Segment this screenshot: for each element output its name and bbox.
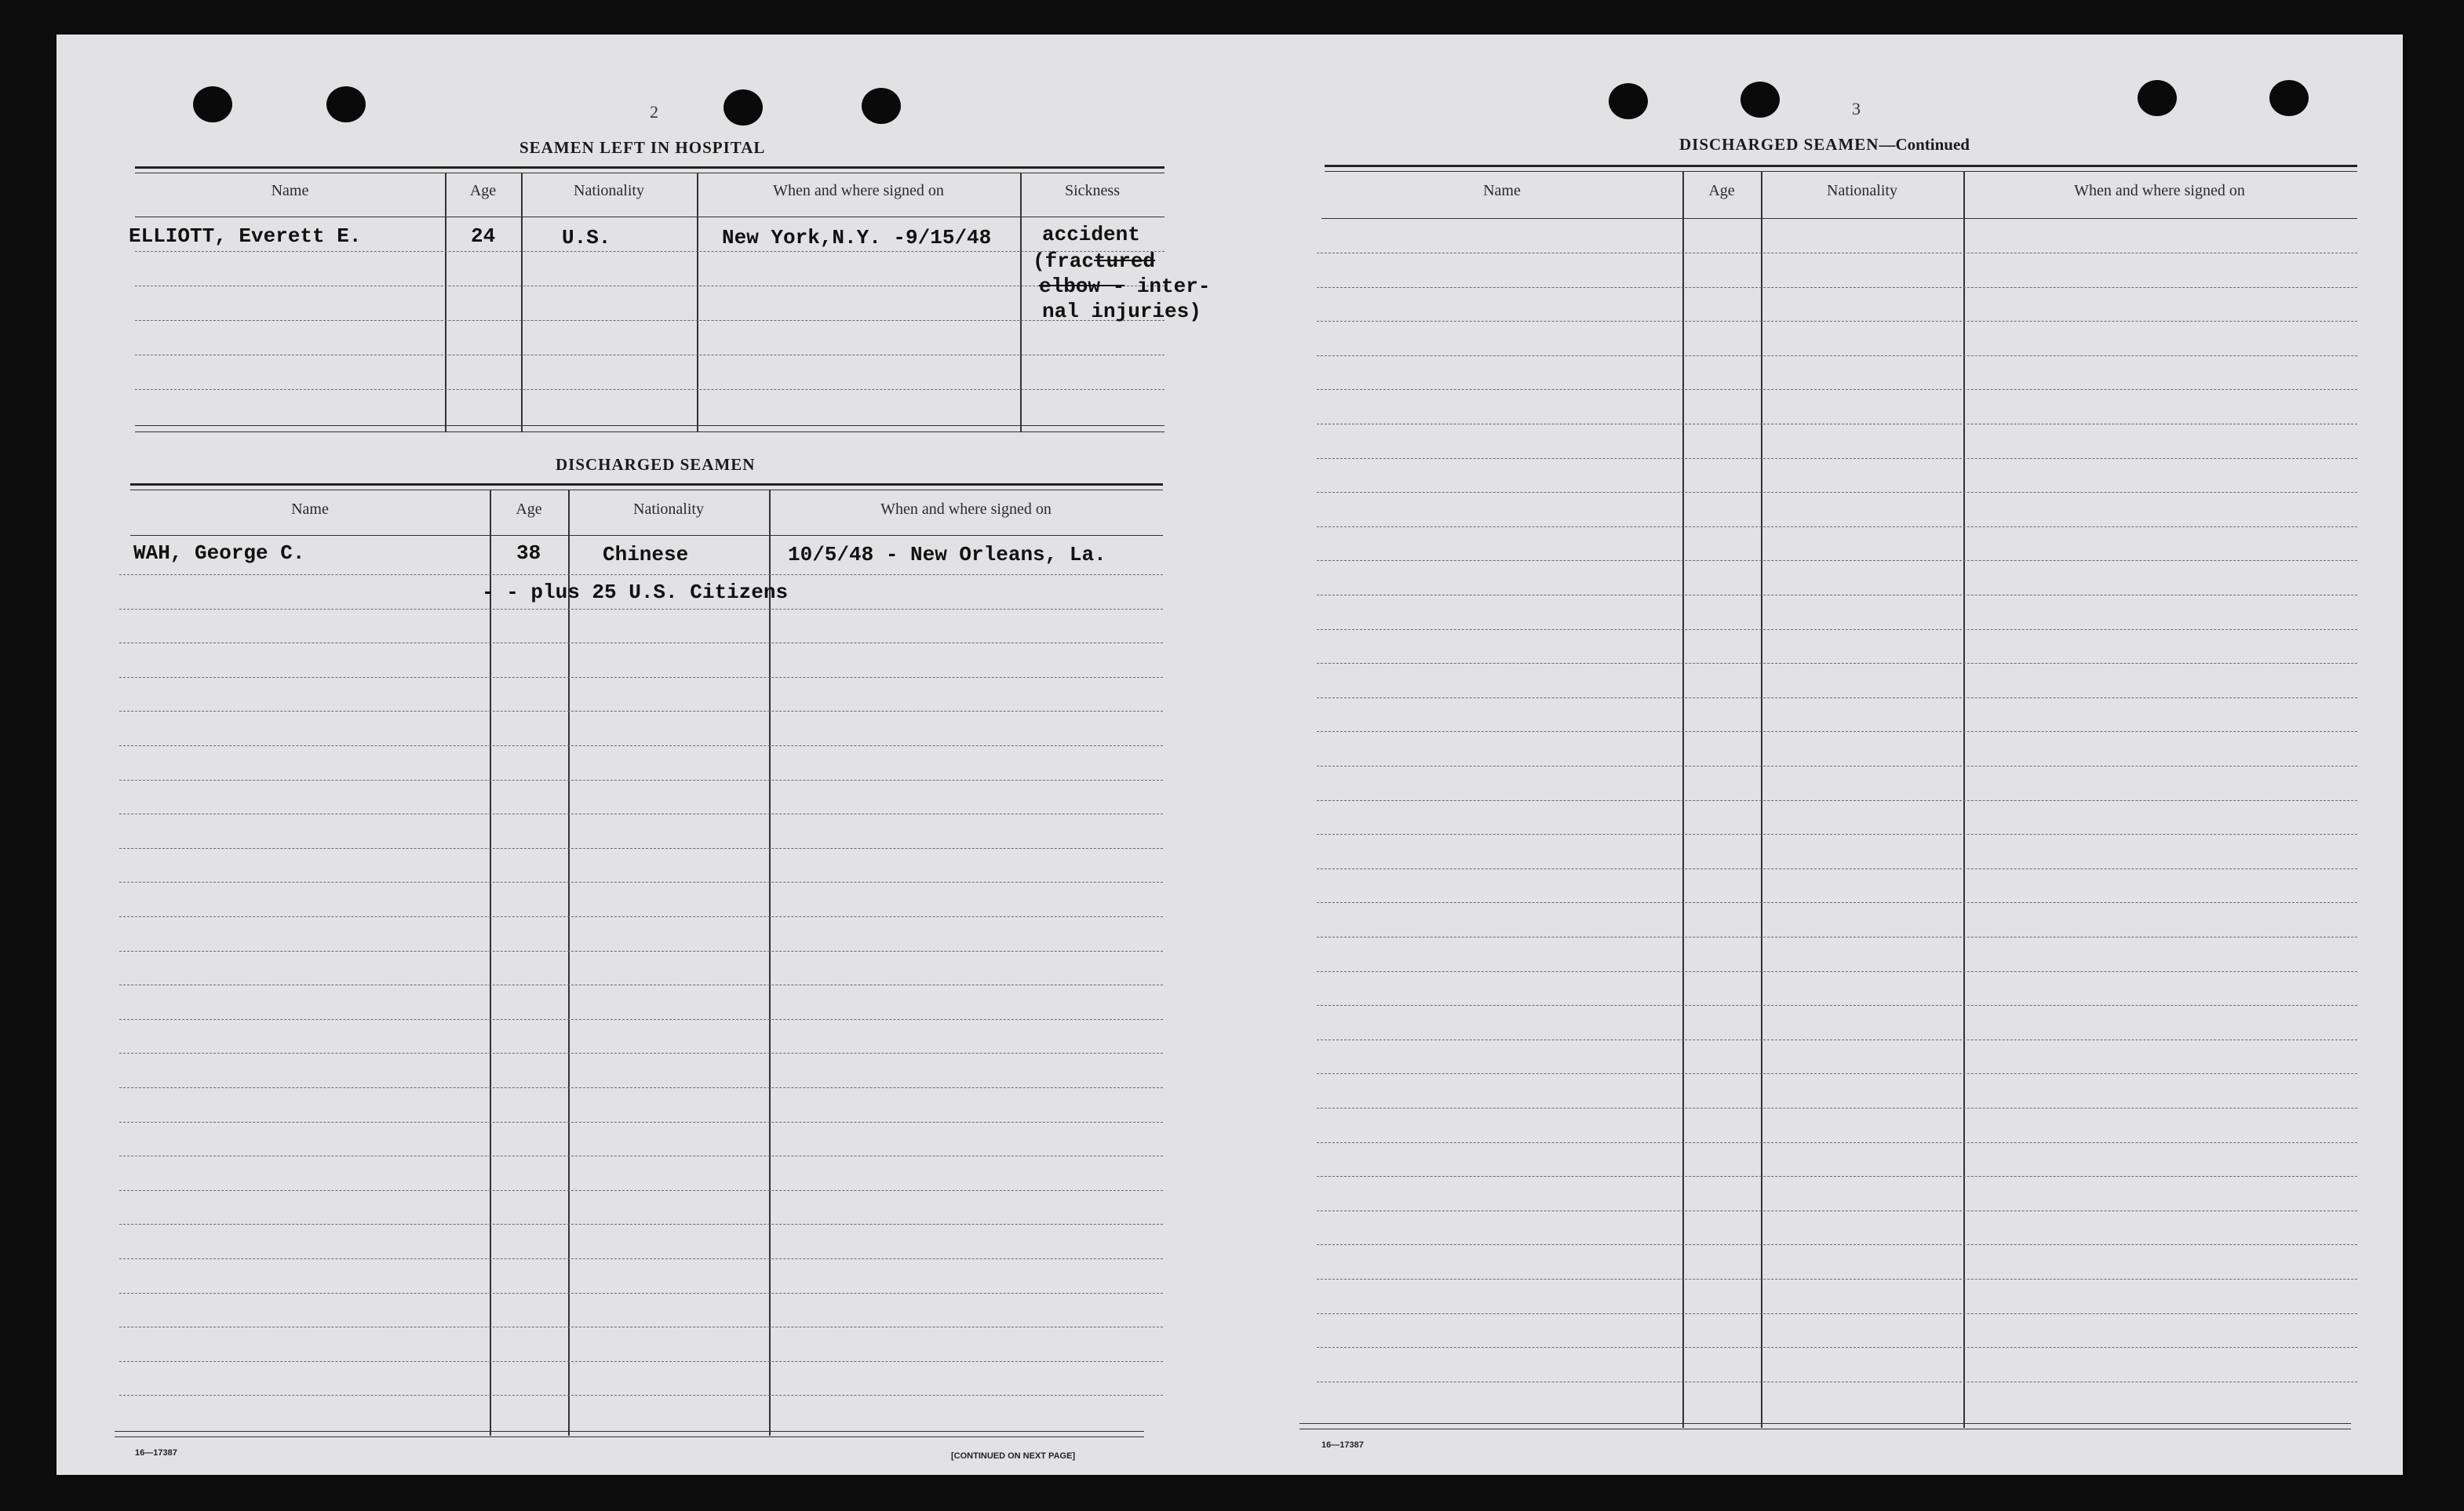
- ruled-line: [119, 609, 1163, 610]
- hospital-entry-sickness-line1: accident: [1042, 223, 1140, 246]
- discharged-section-title: DISCHARGED SEAMEN: [556, 455, 756, 474]
- ruled-line: [1317, 731, 2357, 732]
- ruled-line: [1317, 971, 2357, 972]
- ruled-line: [119, 677, 1163, 678]
- ruled-line: [1317, 492, 2357, 493]
- punch-hole: [862, 88, 901, 124]
- punch-hole: [2269, 80, 2309, 116]
- ruled-line: [1317, 1005, 2357, 1006]
- hospital-header-name: Name: [271, 182, 309, 199]
- ruled-line: [119, 1053, 1163, 1054]
- ruled-line: [119, 848, 1163, 849]
- ruled-line: [119, 711, 1163, 712]
- ruled-line: [119, 1361, 1163, 1362]
- manifest-sheet: [56, 35, 2403, 1475]
- ruled-line: [1317, 834, 2357, 835]
- continued-header-nationality: Nationality: [1827, 182, 1897, 199]
- ruled-line: [119, 745, 1163, 746]
- ruled-line: [1317, 526, 2357, 527]
- ruled-line: [1317, 1142, 2357, 1143]
- ruled-line: [1317, 697, 2357, 698]
- ruled-line: [119, 1087, 1163, 1088]
- ruled-line: [1317, 458, 2357, 459]
- discharged-continued-title: DISCHARGED SEAMEN—Continued: [1679, 135, 1970, 154]
- discharged-entry-age: 38: [516, 541, 541, 565]
- ruled-line: [1317, 1176, 2357, 1177]
- discharged-entry-name: WAH, George C.: [133, 541, 305, 565]
- page-number-left: 2: [650, 102, 658, 122]
- punch-hole: [326, 86, 366, 122]
- ruled-line: [1317, 800, 2357, 801]
- continued-header-age: Age: [1708, 182, 1735, 199]
- ruled-line: [119, 1224, 1163, 1225]
- punch-hole: [193, 86, 232, 122]
- continued-note: [CONTINUED ON NEXT PAGE]: [951, 1451, 1076, 1461]
- ruled-line: [1317, 321, 2357, 322]
- hospital-entry-sickness-line2: (fractured: [1033, 249, 1156, 273]
- ruled-line: [1317, 1279, 2357, 1280]
- punch-hole: [724, 89, 763, 126]
- ruled-line: [119, 574, 1163, 575]
- ruled-line: [1317, 1073, 2357, 1074]
- discharged-header-signed-on: When and where signed on: [880, 501, 1052, 518]
- ruled-line: [1317, 287, 2357, 288]
- ruled-line: [1317, 937, 2357, 938]
- form-number-left: 16—17387: [135, 1448, 177, 1458]
- ruled-line: [119, 916, 1163, 917]
- hospital-section-title: SEAMEN LEFT IN HOSPITAL: [519, 138, 766, 157]
- form-number-right: 16—17387: [1321, 1440, 1364, 1450]
- ruled-line: [1317, 629, 2357, 630]
- page-number-right: 3: [1852, 99, 1861, 118]
- hospital-entry-sickness-line4: nal injuries): [1042, 300, 1201, 323]
- ruled-line: [1317, 389, 2357, 390]
- ruled-line: [119, 1395, 1163, 1396]
- hospital-entry-sickness-line3: elbow - inter-: [1039, 275, 1211, 298]
- punch-hole: [2138, 80, 2177, 116]
- hospital-entry-nationality: U.S.: [562, 226, 611, 249]
- discharged-header-name: Name: [291, 501, 329, 518]
- ruled-line: [1317, 1039, 2357, 1040]
- punch-hole: [1609, 83, 1648, 119]
- discharged-header-age: Age: [516, 501, 542, 518]
- discharged-header-nationality: Nationality: [633, 501, 704, 518]
- ruled-line: [1317, 663, 2357, 664]
- ruled-line: [1317, 560, 2357, 561]
- ruled-line: [119, 882, 1163, 883]
- discharged-entry-nationality: Chinese: [603, 543, 689, 566]
- ruled-line: [1317, 355, 2357, 356]
- ruled-line: [119, 1293, 1163, 1294]
- ruled-line: [1317, 902, 2357, 903]
- ruled-line: [119, 951, 1163, 952]
- hospital-header-sickness: Sickness: [1065, 182, 1120, 199]
- discharged-note: - - plus 25 U.S. Citizens: [482, 581, 789, 604]
- continued-header-signed-on: When and where signed on: [2074, 182, 2245, 199]
- ruled-line: [119, 1258, 1163, 1259]
- ruled-line: [119, 1019, 1163, 1020]
- hospital-top-rule: [135, 166, 1165, 169]
- hospital-entry-age: 24: [471, 224, 496, 248]
- hospital-header-signed-on: When and where signed on: [773, 182, 944, 199]
- ruled-line: [119, 1122, 1163, 1123]
- ruled-line: [1317, 1347, 2357, 1348]
- hospital-entry-signed-on: New York,N.Y. -9/15/48: [722, 226, 992, 249]
- continued-header-name: Name: [1483, 182, 1521, 199]
- punch-hole: [1740, 82, 1780, 118]
- hospital-header-nationality: Nationality: [574, 182, 644, 199]
- discharged-entry-signed-on: 10/5/48 - New Orleans, La.: [788, 543, 1106, 566]
- ruled-line: [1317, 1313, 2357, 1314]
- ruled-line: [1317, 1108, 2357, 1109]
- ruled-line: [1317, 868, 2357, 869]
- hospital-entry-name: ELLIOTT, Everett E.: [129, 224, 362, 248]
- ruled-line: [119, 1190, 1163, 1191]
- ruled-line: [1317, 1244, 2357, 1245]
- ruled-line: [119, 780, 1163, 781]
- hospital-header-age: Age: [469, 182, 497, 199]
